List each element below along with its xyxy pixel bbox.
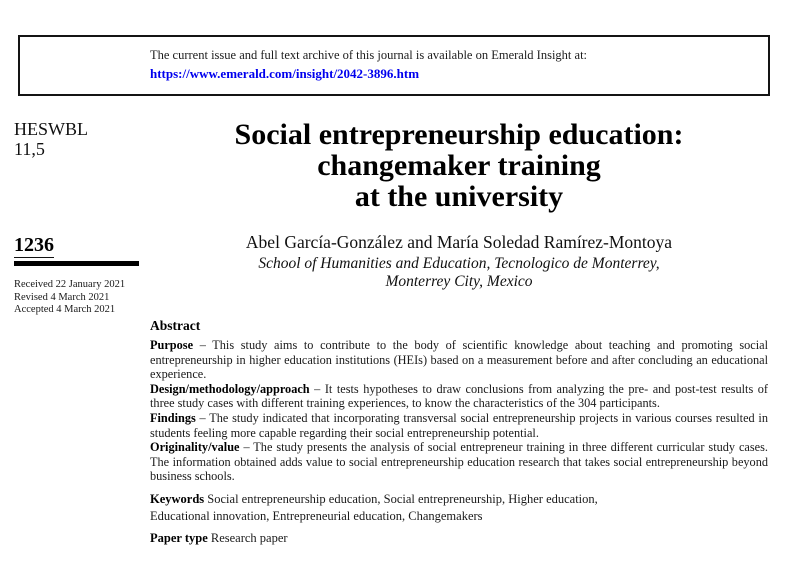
purpose-label: Purpose <box>150 338 194 352</box>
keywords <box>150 491 768 526</box>
originality-label: Originality/value <box>150 440 240 455</box>
journal-archive-link[interactable]: https://www.emerald.com/insight/2042-3896.htm <box>150 66 420 81</box>
page-number-block <box>14 234 139 266</box>
article-history <box>14 279 125 317</box>
abstract-findings <box>150 411 768 440</box>
paper-type-value: Research paper <box>210 530 288 545</box>
design-label: Design/methodology/approach <box>150 381 310 396</box>
keywords-label: Keywords <box>150 491 205 506</box>
journal-identifier <box>14 120 88 159</box>
design-text: – It tests hypotheses to draw conclusions from analyzing the pre- and post-test results of three study cases with different training experiences, to know the characteristics of the 304 participants. <box>150 381 768 411</box>
revised-date: Revised 4 March 2021 <box>14 291 110 303</box>
affiliation <box>150 255 768 290</box>
paper-type <box>150 530 768 547</box>
abstract-heading: Abstract <box>150 318 201 333</box>
title-line: at the university <box>354 180 564 213</box>
purpose-text: – This study aims to contribute to the body of scientific knowledge about teaching and promoting social entrepreneurship in higher education institutions (HEIs) based on a measurement before and after concluding an educational experience. <box>150 338 769 382</box>
journal-issue: 11,5 <box>14 138 45 159</box>
page-number: 1236 <box>14 234 54 256</box>
findings-label: Findings <box>150 410 196 425</box>
accepted-date: Accepted 4 March 2021 <box>14 304 116 316</box>
title-line: changemaker training <box>317 149 601 182</box>
affiliation-line: Monterrey City, Mexico <box>385 272 533 290</box>
keywords-line: Educational innovation, Entrepreneurial education, Changemakers <box>150 509 483 524</box>
title-line: Social entrepreneurship education: <box>234 118 684 151</box>
thick-rule <box>14 261 139 266</box>
paper-type-label: Paper type <box>150 530 208 545</box>
main-column <box>150 0 768 574</box>
abstract-section <box>150 318 768 547</box>
abstract-originality <box>150 440 768 484</box>
article-title <box>150 119 768 212</box>
received-date: Received 22 January 2021 <box>14 279 126 290</box>
findings-text: – The study indicated that incorporating transversal social entrepreneurship projects in various courses resulted in students feeling more capable regarding their social entrepreneurship potential. <box>150 410 768 440</box>
journal-code: HESWBL <box>14 119 88 139</box>
keywords-line: Social entrepreneurship education, Social entrepreneurship, Higher education, <box>207 491 598 506</box>
abstract-purpose <box>150 338 768 382</box>
banner-text: The current issue and full text archive of this journal is available on Emerald Insight at: <box>150 48 588 62</box>
affiliation-line: School of Humanities and Education, Tecnologico de Monterrey, <box>258 255 660 272</box>
abstract-design <box>150 382 768 411</box>
authors: Abel García-González and María Soledad Ramírez-Montoya <box>245 232 673 252</box>
originality-text: – The study presents the analysis of social entrepreneur training in three different curricular study cases. The information obtained adds value to social entrepreneurship education research that takes social entrepreneurship beyond business schools. <box>150 440 768 484</box>
